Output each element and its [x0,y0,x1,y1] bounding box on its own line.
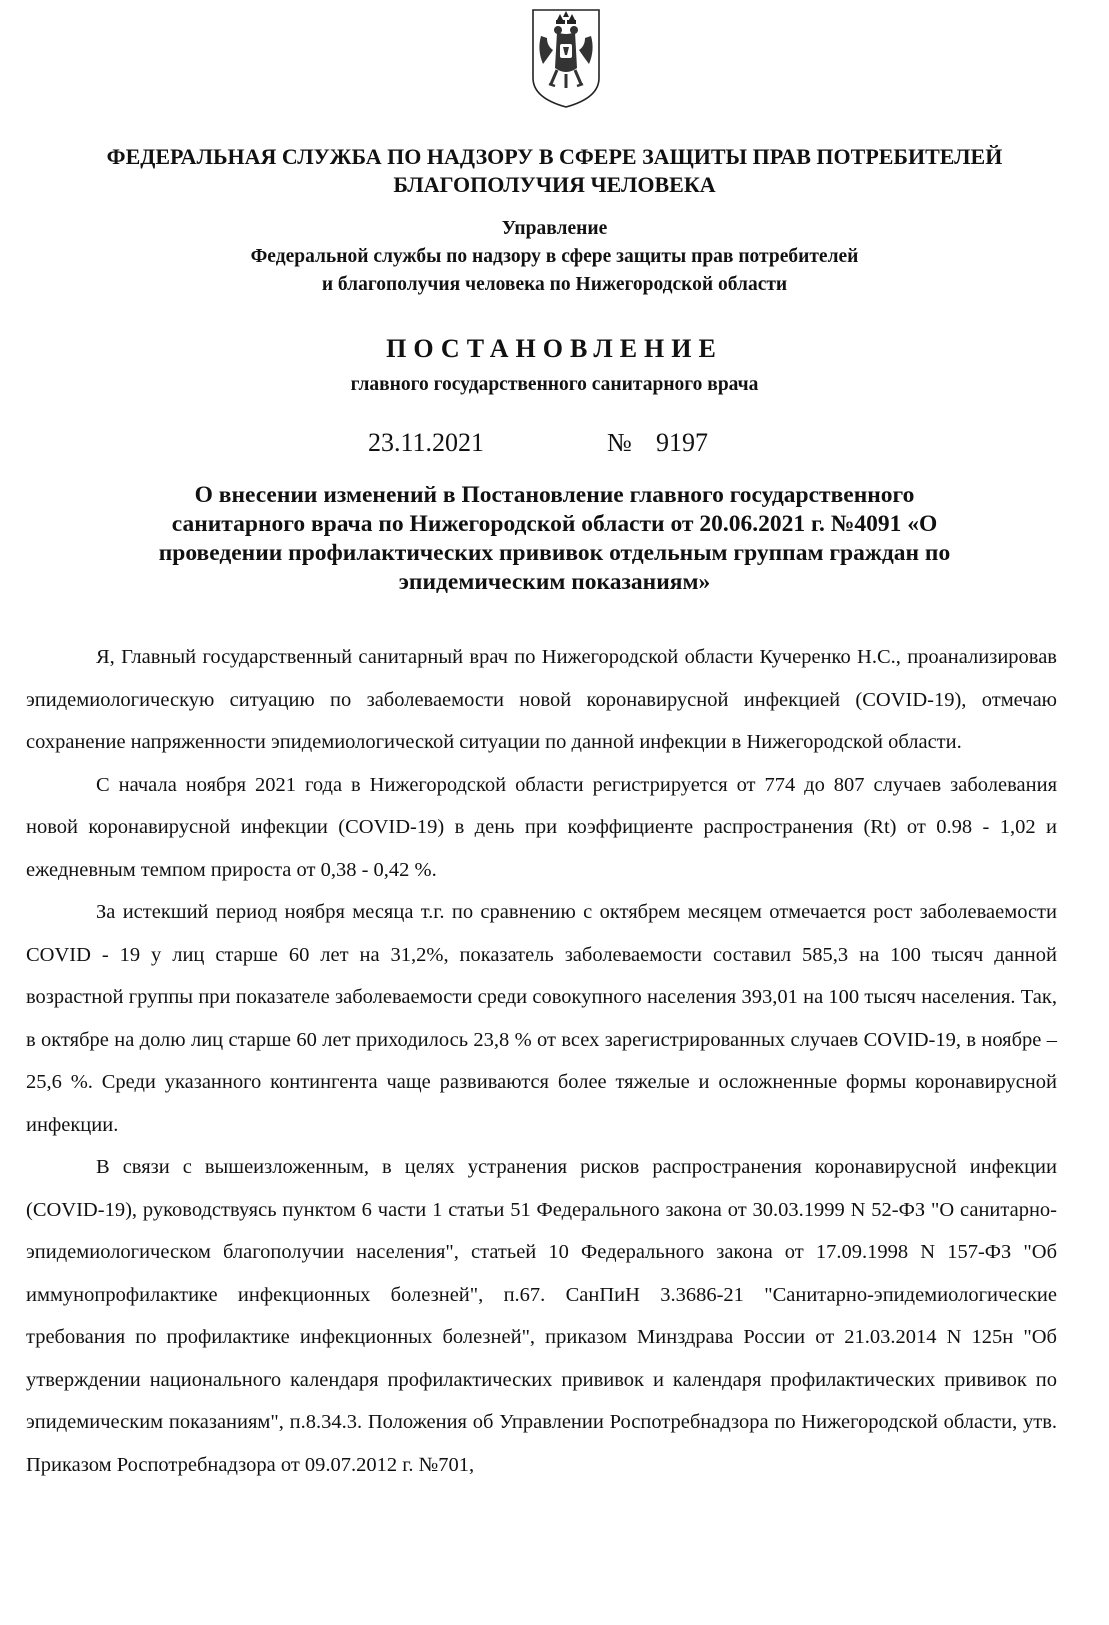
dept-line-1: Управление [501,218,608,239]
document-date: 23.11.2021 [368,428,485,457]
paragraph-4: В связи с вышеизложенным, в целях устранения рисков распространения коронавирусной инфекции (COVID-19), руководствуясь пунктом 6 части 1 статьи 51 Федерального закона от 30.03.1999 N 52-ФЗ "О санитарно-эпидемиологическом благополучии населения", статьей 10 Федерального закона от 17.09.1998 N 157-ФЗ "Об иммунопрофилактике инфекционных болезней", п.67. СанПиН 3.3686-21 "Санитарно-эпидемиологические требования по профилактике инфекционных болезней", приказом Минздрава России от 21.03.2014 N 125н "Об утверждении национального календаря профилактических прививок и календаря профилактических прививок по эпидемическим показаниям", п.8.34.3. Положения об Управлении Роспотребнадзора по Нижегородской области, утв. Приказом Роспотребнадзора от 09.07.2012 г. №701, [26,1156,1057,1476]
document-body [26,636,1057,1486]
document-number: 9197 [656,428,708,457]
org-line-2: БЛАГОПОЛУЧИЯ ЧЕЛОВЕКА [393,172,716,197]
document-title [28,481,1081,597]
title-line-3: проведении профилактических прививок отдельным группам граждан по [158,540,951,566]
document-type: ПОСТАНОВЛЕНИЕ [386,334,723,363]
title-line-2: санитарного врача по Нижегородской области от 20.06.2021 г. №4091 «О [171,511,938,537]
dept-line-3: и благополучия человека по Нижегородской области [321,274,788,295]
paragraph-2: С начала ноября 2021 года в Нижегородской области регистрируется от 774 до 807 случаев заболевания новой коронавирусной инфекции (COVID-19) в день при коэффициенте распространения (Rt) от 0.98 - 1,02 и ежедневным темпом прироста от 0,38 - 0,42 %. [26,773,1057,881]
title-line-4: эпидемическим показаниям» [398,569,711,595]
paragraph-1: Я, Главный государственный санитарный врач по Нижегородской области Кучеренко Н.С., проанализировав эпидемиологическую ситуацию по заболеваемости новой коронавирусной инфекцией (COVID-19), отмечаю сохранение напряженности эпидемиологической ситуации по данной инфекции в Нижегородской области. [26,646,1057,753]
title-line-1: О внесении изменений в Постановление главного государственного [194,482,915,508]
document-subtitle: главного государственного санитарного врача [350,374,759,395]
coat-of-arms-icon [527,6,605,110]
number-sign: № [607,428,632,457]
dept-line-2: Федеральной службы по надзору в сфере защиты прав потребителей [250,246,859,267]
paragraph-3: За истекший период ноября месяца т.г. по сравнению с октябрем месяцем отмечается рост заболеваемости COVID - 19 у лиц старше 60 лет на 31,2%, показатель заболеваемости составил 585,3 на 100 тысяч данной возрастной группы при показателе заболеваемости среди совокупного населения 393,01 на 100 тысяч населения. Так, в октябре на долю лиц старше 60 лет приходилось 23,8 % от всех зарегистрированных случаев COVID-19, в ноябре – 25,6 %. Среди указанного контингента чаще развиваются более тяжелые и осложненные формы коронавирусной инфекции. [26,901,1057,1136]
department-name [20,215,1089,299]
organization-name [20,143,1089,199]
org-line-1: ФЕДЕРАЛЬНАЯ СЛУЖБА ПО НАДЗОРУ В СФЕРЕ ЗАЩИТЫ ПРАВ ПОТРЕБИТЕЛЕЙ [106,144,1003,169]
date-number-line [0,428,1109,462]
